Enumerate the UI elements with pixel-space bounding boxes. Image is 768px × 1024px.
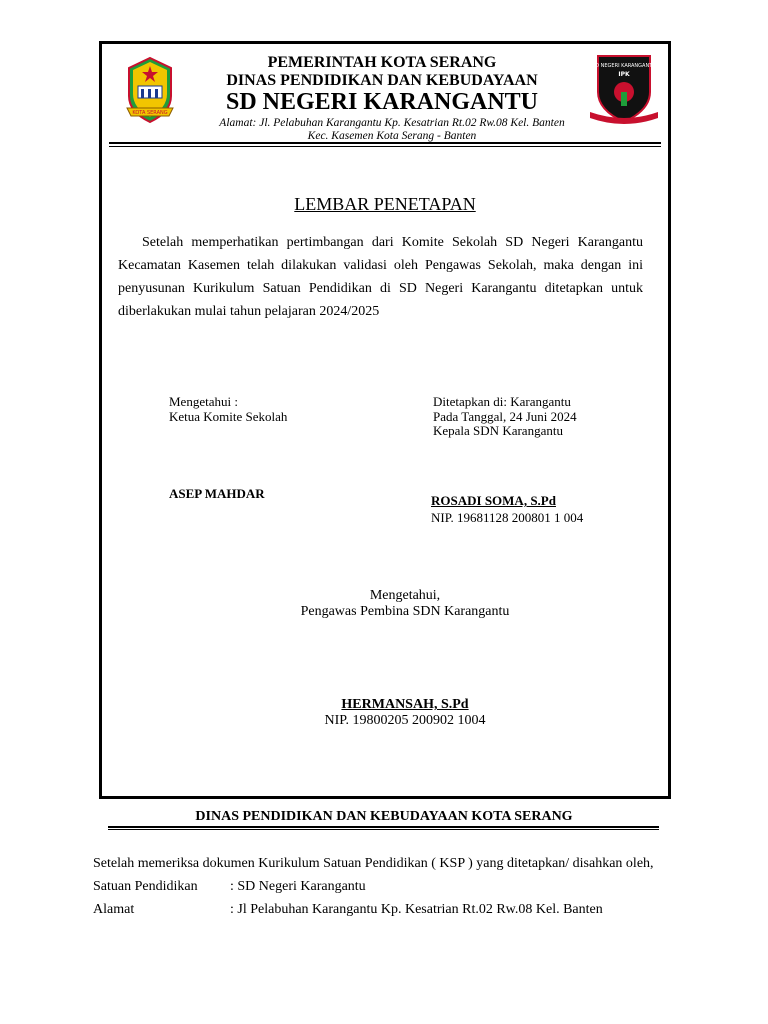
left-sign-label-2: Ketua Komite Sekolah bbox=[169, 408, 288, 424]
supervisor-name: HERMANSAH, S.Pd bbox=[341, 697, 469, 712]
left-sign-label-1: Mengetahui : bbox=[169, 394, 238, 409]
kota-serang-logo bbox=[125, 56, 175, 126]
supervisor-sign bbox=[205, 697, 605, 728]
left-sign-block bbox=[169, 395, 287, 424]
right-sign-label-3: Kepala SDN Karangantu bbox=[433, 423, 563, 438]
supervisor-label-1: Mengetahui, bbox=[369, 588, 441, 603]
left-sign-name: ASEP MAHDAR bbox=[169, 486, 265, 501]
logo-right-badge: IPK bbox=[618, 71, 630, 78]
right-sign-block bbox=[433, 395, 577, 439]
row-label-alamat: Alamat bbox=[93, 902, 135, 917]
logo-left-text: KOTA SERANG bbox=[132, 110, 168, 116]
next-page-intro: Setelah memeriksa dokumen Kurikulum Satuan Pendidikan ( KSP ) yang ditetapkan/ disahkan oleh, bbox=[93, 856, 654, 871]
document-title: LEMBAR PENETAPAN bbox=[294, 194, 476, 214]
right-sign-label-2: Pada Tanggal, 24 Juni 2024 bbox=[433, 408, 577, 424]
next-page-rule-thick bbox=[108, 826, 659, 828]
kop-department: DINAS PENDIDIKAN DAN KEBUDAYAAN bbox=[226, 72, 538, 89]
address-line-2: Kec. Kasemen Kota Serang - Banten bbox=[307, 130, 477, 142]
row-value-satuan: : SD Negeri Karangantu bbox=[230, 879, 366, 894]
right-sign-label-1: Ditetapkan di: Karangantu bbox=[433, 394, 571, 409]
supervisor-nip: NIP. 19800205 200902 1004 bbox=[324, 712, 486, 728]
kop-rule-thick bbox=[109, 142, 661, 144]
document-paragraph: Setelah memperhatikan pertimbangan dari Komite Sekolah SD Negeri Karangantu Kecamatan Kasemen telah dilakukan validasi oleh Pengawas Sekolah, maka dengan ini penyusunan Kurikulum Satuan Pendidikan di SD Negeri Karangantu ditetapkan untuk diberlakukan mulai tahun pelajaran 2024/2025 bbox=[118, 235, 643, 319]
kop-school-name: SD NEGERI KARANGANTU bbox=[225, 89, 539, 115]
next-page-kop-2: DINAS PENDIDIKAN DAN KEBUDAYAAN KOTA SERANG bbox=[195, 809, 573, 824]
next-page-rule-thin bbox=[108, 829, 659, 830]
right-sign-nip: NIP. 19681128 200801 1 004 bbox=[431, 510, 584, 525]
address-line-1: Alamat: Jl. Pelabuhan Karangantu Kp. Kesatrian Rt.02 Rw.08 Kel. Banten bbox=[219, 117, 565, 129]
school-badge-logo bbox=[588, 52, 660, 128]
kop-government: PEMERINTAH KOTA SERANG bbox=[267, 54, 497, 71]
document-sheet bbox=[99, 41, 671, 799]
row-value-alamat: : Jl Pelabuhan Karangantu Kp. Kesatrian Rt.02 Rw.08 Kel. Banten bbox=[230, 902, 603, 917]
supervisor-block bbox=[205, 588, 605, 619]
row-label-satuan: Satuan Pendidikan bbox=[93, 879, 198, 894]
kop-rule-thin bbox=[109, 146, 661, 147]
supervisor-label-2: Pengawas Pembina SDN Karangantu bbox=[300, 603, 510, 619]
right-sign-name: ROSADI SOMA, S.Pd bbox=[431, 493, 556, 508]
kop-address bbox=[202, 117, 582, 143]
logo-right-text: SD NEGERI KARANGANTU bbox=[592, 63, 656, 69]
